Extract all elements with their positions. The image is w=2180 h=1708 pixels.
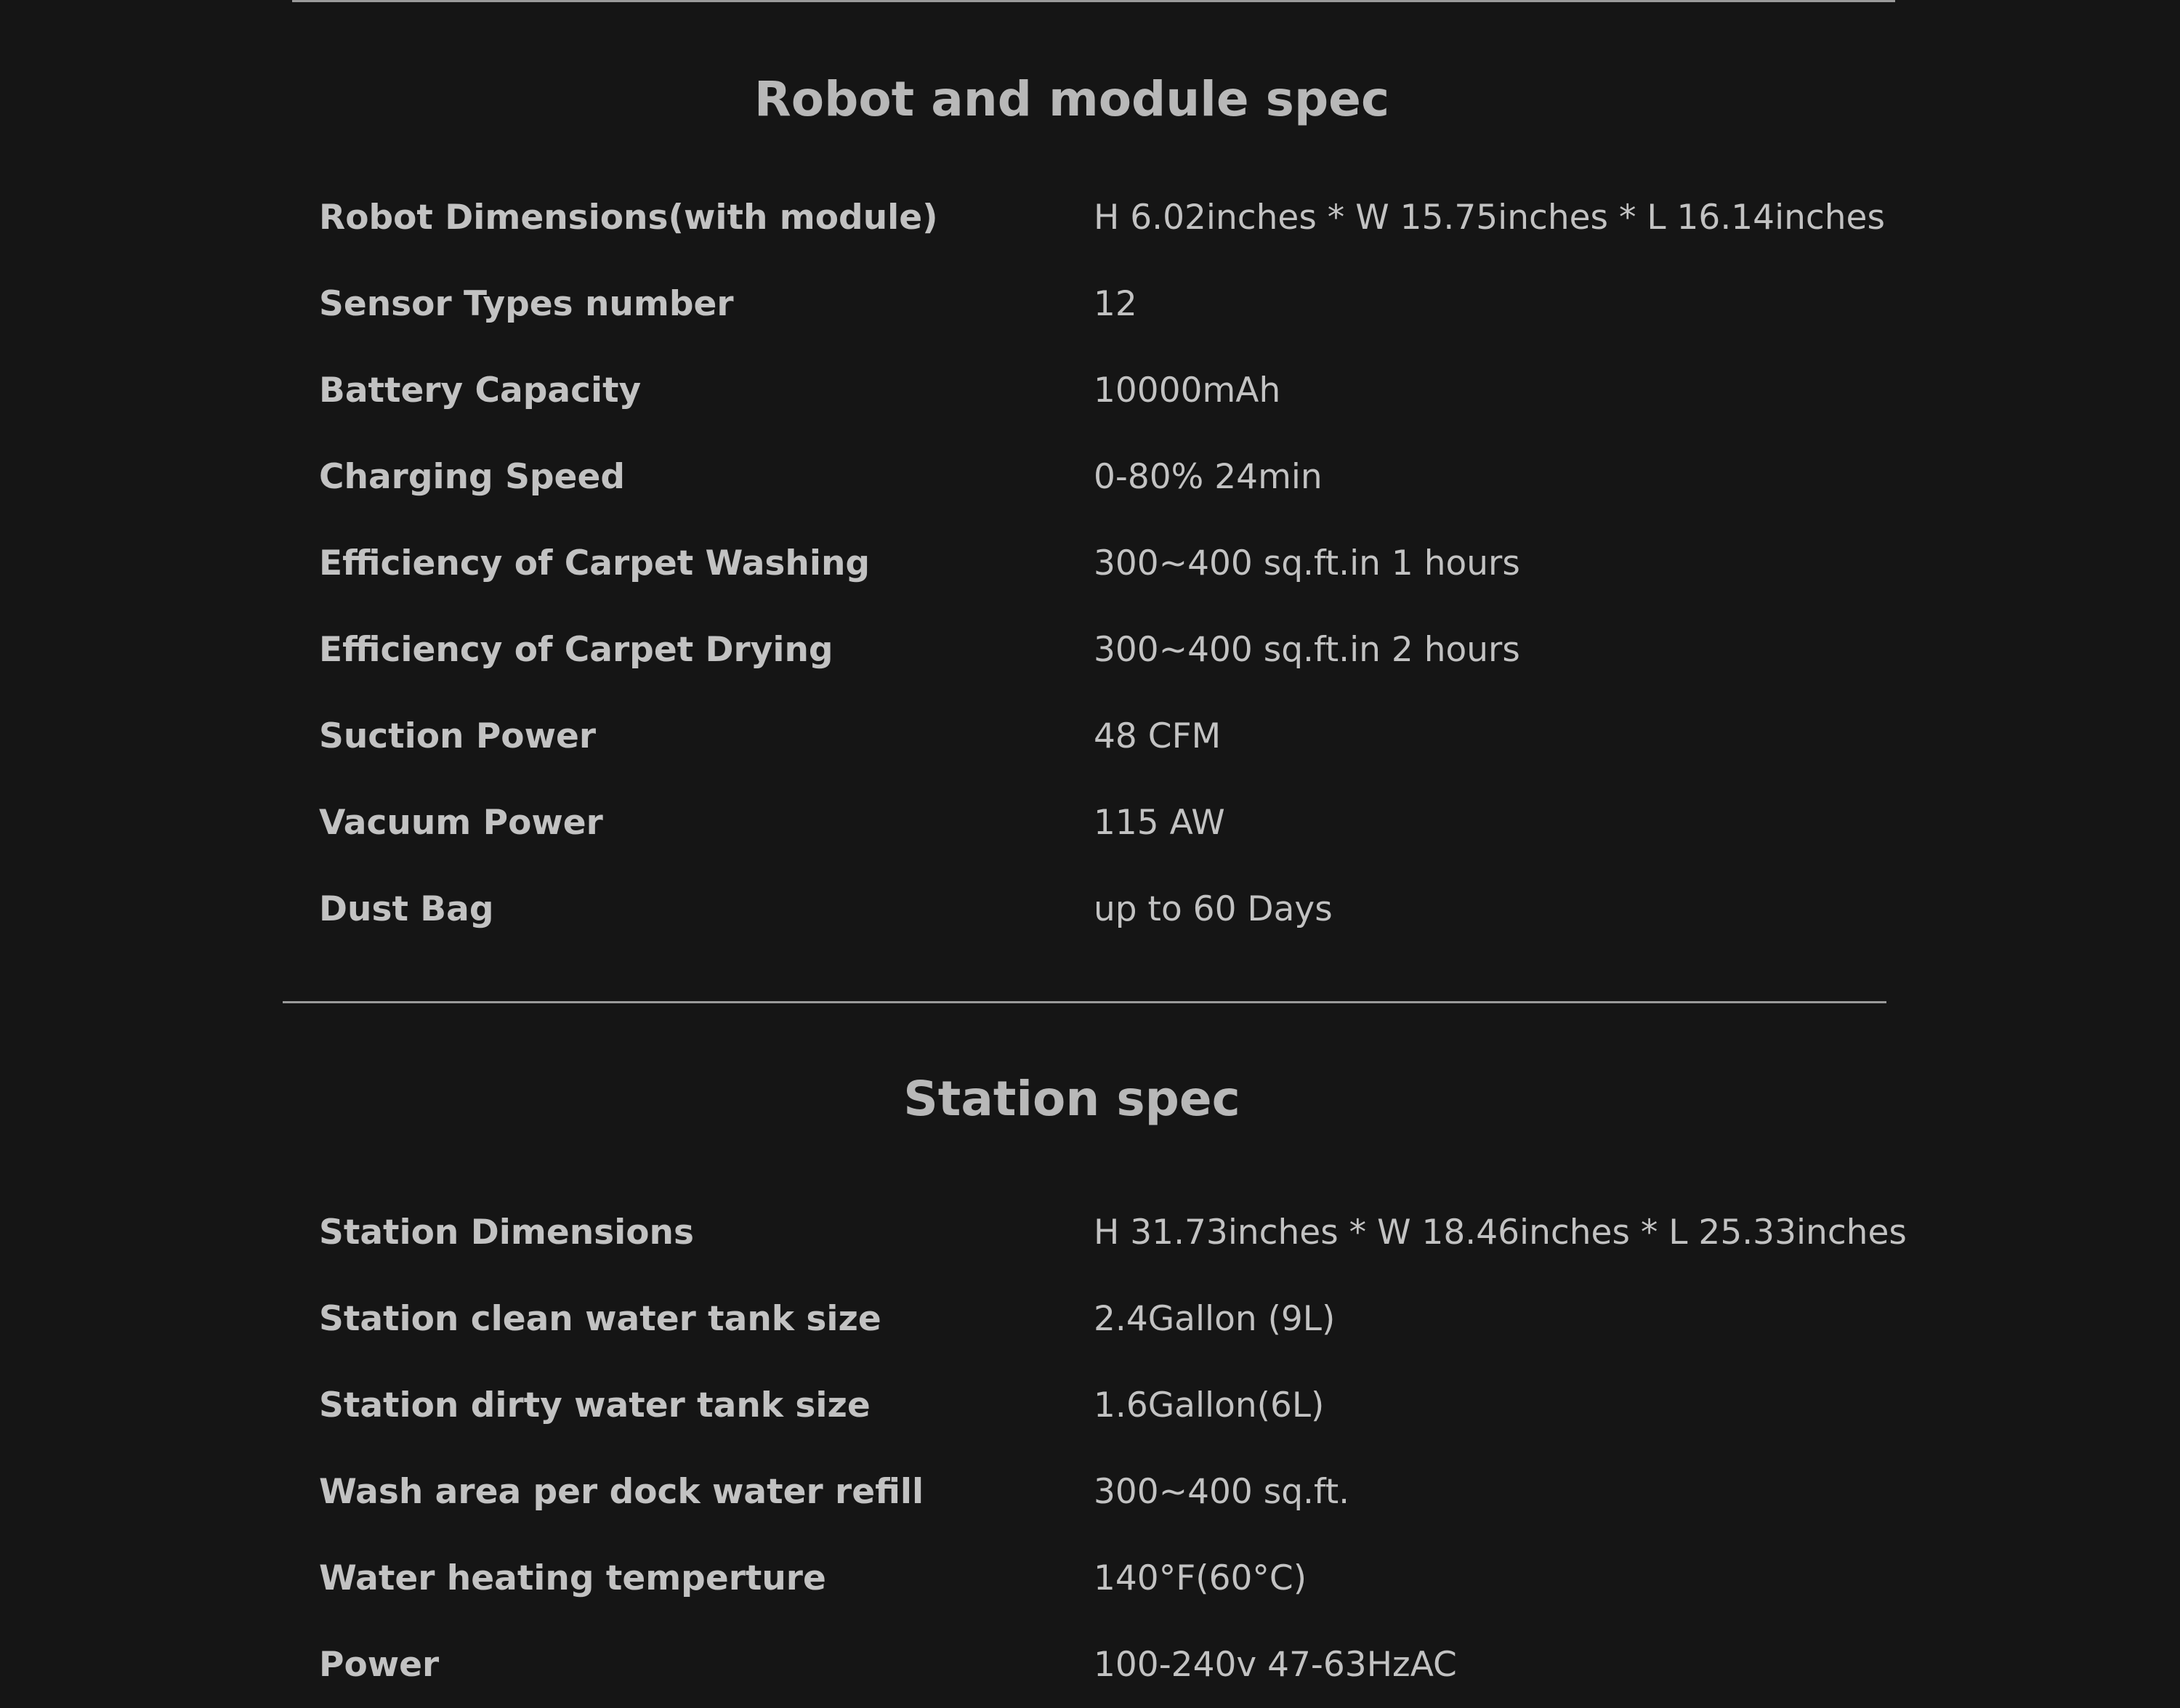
- spec-value: H 31.73inches * W 18.46inches * L 25.33inches: [1094, 1213, 1907, 1252]
- spec-row: [319, 347, 1918, 434]
- spec-value: up to 60 Days: [1094, 889, 1333, 929]
- spec-value: 2.4Gallon (9L): [1094, 1299, 1336, 1339]
- spec-value: 1.6Gallon(6L): [1094, 1385, 1325, 1425]
- spec-label: Battery Capacity: [319, 371, 642, 410]
- spec-label: Station clean water tank size: [319, 1299, 881, 1339]
- spec-value: 48 CFM: [1094, 716, 1222, 756]
- spec-row: [319, 1189, 1918, 1276]
- spec-value: 12: [1094, 284, 1137, 324]
- spec-row: [319, 1535, 1918, 1622]
- spec-row: [319, 866, 1918, 952]
- spec-label: Sensor Types number: [319, 284, 734, 324]
- spec-row: [319, 434, 1918, 520]
- spec-label: Efficiency of Carpet Drying: [319, 630, 833, 670]
- station-spec-table: [319, 1189, 1918, 1708]
- spec-label: Station dirty water tank size: [319, 1385, 871, 1425]
- robot-spec-title: Robot and module spec: [754, 71, 1390, 127]
- station-spec-title: Station spec: [903, 1071, 1240, 1127]
- spec-row: [319, 1362, 1918, 1449]
- spec-row: [319, 693, 1918, 780]
- spec-row: [319, 520, 1918, 607]
- spec-value: 100-240v 47-63HzAC: [1094, 1645, 1457, 1685]
- spec-value: 300~400 sq.ft.in 2 hours: [1094, 630, 1520, 670]
- spec-label: Power: [319, 1645, 440, 1685]
- robot-spec-table: [319, 174, 1918, 952]
- spec-label: Dust Bag: [319, 889, 494, 929]
- spec-row: [319, 1622, 1918, 1708]
- spec-value: 300~400 sq.ft.: [1094, 1472, 1350, 1512]
- spec-value: H 6.02inches * W 15.75inches * L 16.14inches: [1094, 198, 1885, 238]
- spec-label: Efficiency of Carpet Washing: [319, 543, 871, 583]
- spec-label: Vacuum Power: [319, 803, 603, 843]
- spec-value: 0-80% 24min: [1094, 457, 1323, 497]
- spec-label: Suction Power: [319, 716, 597, 756]
- spec-row: [319, 174, 1918, 261]
- section-divider: [283, 1001, 1886, 1003]
- spec-row: [319, 780, 1918, 866]
- spec-label: Water heating temperture: [319, 1558, 826, 1598]
- top-divider: [292, 0, 1895, 2]
- spec-value: 10000mAh: [1094, 371, 1281, 410]
- spec-label: Charging Speed: [319, 457, 625, 497]
- spec-label: Robot Dimensions(with module): [319, 198, 938, 238]
- spec-row: [319, 261, 1918, 347]
- spec-value: 140°F(60°C): [1094, 1558, 1307, 1598]
- spec-value: 300~400 sq.ft.in 1 hours: [1094, 543, 1520, 583]
- spec-row: [319, 1276, 1918, 1362]
- spec-label: Wash area per dock water refill: [319, 1472, 924, 1512]
- spec-label: Station Dimensions: [319, 1213, 694, 1252]
- spec-row: [319, 1449, 1918, 1535]
- spec-value: 115 AW: [1094, 803, 1225, 843]
- spec-row: [319, 607, 1918, 693]
